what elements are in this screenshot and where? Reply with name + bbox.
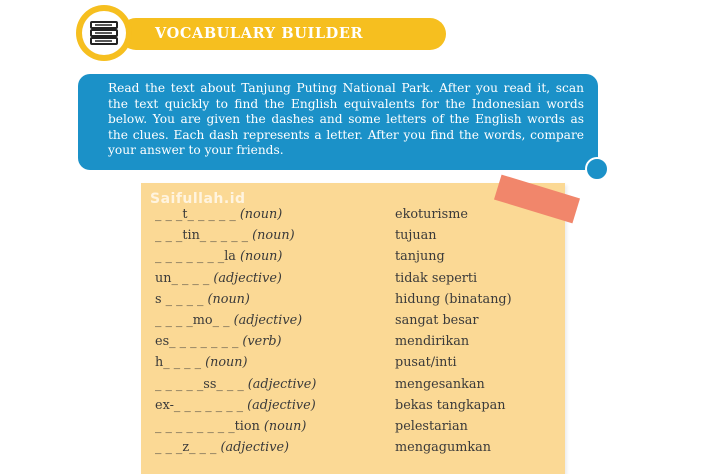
vocabulary-row bbox=[155, 377, 575, 397]
watermark: Saifullah.id bbox=[150, 191, 246, 207]
books-stack-icon bbox=[90, 20, 118, 46]
indonesian-word: tidak seperti bbox=[395, 270, 478, 286]
indonesian-word: mendirikan bbox=[395, 334, 470, 350]
instruction-text: Read the text about Tanjung Puting National Park. After you read it, scan the text quickly to find the English equivalents for the Indonesian words below. You are given the dashes and some letters of the English words as the clues. Each dash represents a letter. After you find the words, compare your answer to your friends. bbox=[108, 81, 584, 158]
indonesian-word: hidung (binatang) bbox=[395, 291, 512, 307]
vocabulary-row bbox=[155, 355, 575, 375]
indonesian-word: tujuan bbox=[395, 228, 437, 244]
clue-letters: h_ _ _ _ bbox=[155, 355, 206, 371]
indonesian-word: pusat/inti bbox=[395, 355, 457, 371]
part-of-speech: (noun) bbox=[252, 228, 295, 244]
english-clue bbox=[155, 228, 295, 243]
part-of-speech: (adjective) bbox=[247, 376, 317, 392]
english-clue bbox=[155, 398, 316, 413]
english-clue bbox=[155, 313, 302, 328]
indonesian-word: pelestarian bbox=[395, 419, 468, 434]
section-icon-badge bbox=[76, 5, 132, 61]
clue-letters: un_ _ _ _ bbox=[155, 270, 214, 286]
part-of-speech: (adjective) bbox=[213, 270, 282, 286]
indonesian-word: tanjung bbox=[395, 249, 445, 265]
clue-letters: _ _ _t_ _ _ _ _ bbox=[155, 207, 240, 222]
vocabulary-row bbox=[155, 228, 575, 248]
clue-letters: es_ _ _ _ _ _ _ bbox=[155, 334, 243, 350]
section-title: VOCABULARY BUILDER bbox=[155, 25, 364, 42]
english-clue bbox=[155, 207, 282, 222]
indonesian-word: mengagumkan bbox=[395, 440, 491, 456]
vocabulary-row bbox=[155, 334, 575, 354]
clue-letters: _ _ _tin_ _ _ _ _ bbox=[155, 228, 253, 244]
english-clue bbox=[155, 355, 248, 370]
vocabulary-row bbox=[155, 419, 575, 439]
english-clue bbox=[155, 271, 282, 286]
vocabulary-row bbox=[155, 292, 575, 312]
part-of-speech: (adjective) bbox=[220, 440, 290, 456]
vocabulary-row bbox=[155, 440, 575, 460]
vocabulary-row bbox=[155, 249, 575, 269]
english-clue bbox=[155, 292, 250, 307]
english-clue bbox=[155, 440, 289, 455]
clue-letters: ex-_ _ _ _ _ _ _ bbox=[155, 397, 248, 413]
part-of-speech: (noun) bbox=[239, 207, 283, 222]
clue-letters: _ _ _ _ _ _ _la bbox=[155, 249, 240, 265]
part-of-speech: (noun) bbox=[263, 419, 307, 434]
clue-letters: _ _ _z_ _ _ bbox=[155, 440, 221, 456]
bubble-tail-dot bbox=[585, 157, 609, 181]
english-clue bbox=[155, 334, 282, 349]
part-of-speech: (noun) bbox=[240, 249, 283, 265]
vocabulary-row bbox=[155, 313, 575, 333]
clue-letters: s _ _ _ _ bbox=[155, 291, 208, 307]
indonesian-word: ekoturisme bbox=[395, 207, 468, 222]
vocabulary-row bbox=[155, 271, 575, 291]
english-clue bbox=[155, 377, 316, 392]
part-of-speech: (adjective) bbox=[247, 397, 316, 413]
clue-letters: _ _ _ _ _ss_ _ _ bbox=[155, 376, 248, 392]
part-of-speech: (verb) bbox=[242, 334, 282, 350]
part-of-speech: (noun) bbox=[205, 355, 248, 371]
indonesian-word: sangat besar bbox=[395, 313, 479, 328]
indonesian-word: mengesankan bbox=[395, 376, 485, 392]
clue-letters: _ _ _ _mo_ _ bbox=[155, 313, 234, 328]
part-of-speech: (adjective) bbox=[233, 313, 303, 328]
english-clue bbox=[155, 419, 306, 434]
english-clue bbox=[155, 249, 282, 264]
part-of-speech: (noun) bbox=[207, 291, 250, 307]
clue-letters: _ _ _ _ _ _ _ _tion bbox=[155, 419, 264, 434]
indonesian-word: bekas tangkapan bbox=[395, 397, 506, 413]
vocabulary-row bbox=[155, 207, 575, 227]
vocabulary-row bbox=[155, 398, 575, 418]
